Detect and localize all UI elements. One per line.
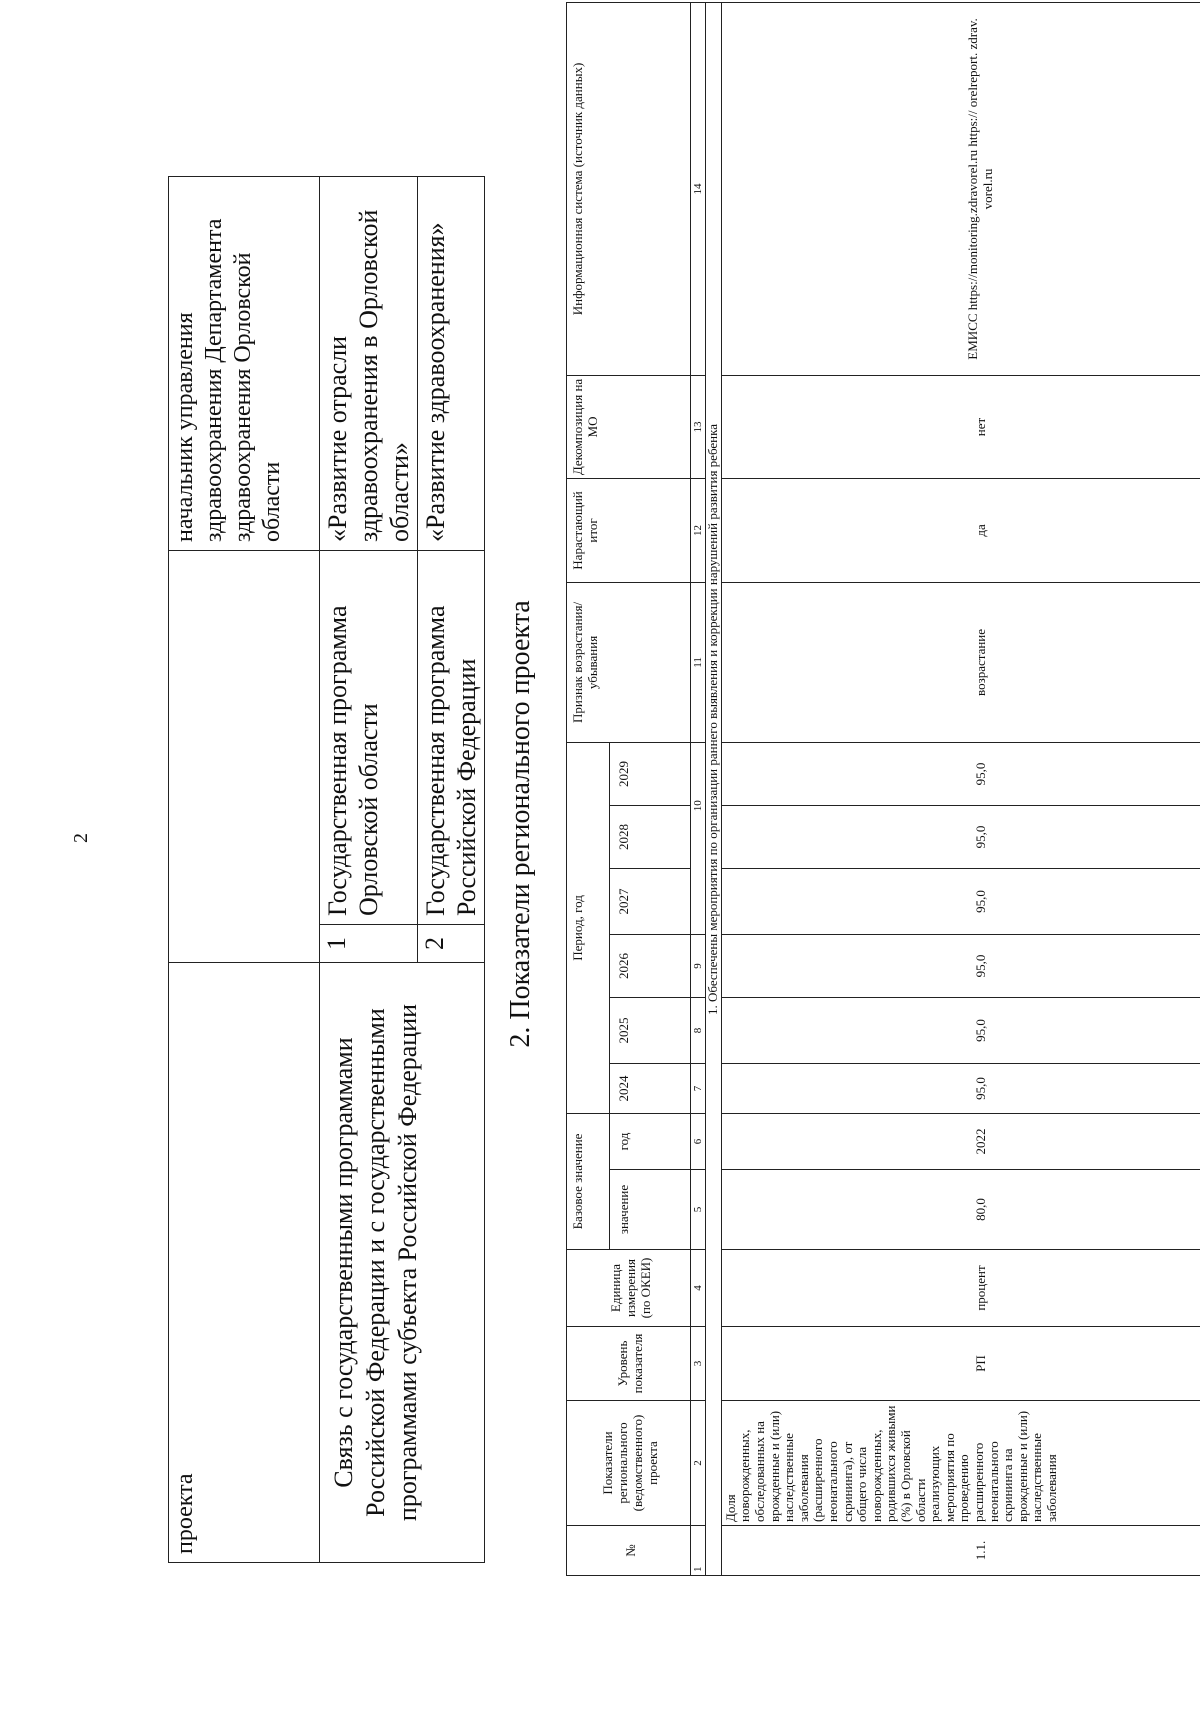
decomposition-value: нет xyxy=(721,375,1200,478)
row-label-project: проекта xyxy=(169,963,320,1563)
column-number: 11 xyxy=(691,582,706,742)
header-num: № xyxy=(567,1526,691,1576)
year-value: 95,0 xyxy=(721,997,1200,1063)
column-number: 12 xyxy=(691,478,706,582)
column-number: 4 xyxy=(691,1250,706,1327)
column-number: 5 xyxy=(691,1170,706,1250)
header-base-year: год xyxy=(609,1113,691,1169)
year-value: 95,0 xyxy=(721,1063,1200,1113)
header-info-system: Информационная система (источник данных) xyxy=(567,2,691,375)
indicators-table xyxy=(566,2,1200,1576)
header-base-value: значение xyxy=(609,1170,691,1250)
program-number: 2 xyxy=(418,925,485,963)
indicator-unit: процент xyxy=(721,1250,1200,1327)
page-number: 2 xyxy=(70,833,92,843)
header-decomposition: Декомпозиция на МО xyxy=(567,375,691,478)
column-number: 2 xyxy=(691,1401,706,1526)
column-number: 8 xyxy=(691,997,706,1063)
indicator-level: РП xyxy=(721,1327,1200,1401)
trend-value: возрастание xyxy=(721,582,1200,742)
header-year: 2025 xyxy=(609,997,691,1063)
column-number-row xyxy=(691,2,706,1575)
column-number: 3 xyxy=(691,1327,706,1401)
header-year: 2028 xyxy=(609,805,691,868)
project-head: начальник управления здравоохранения Департамента здравоохранения Орловской области xyxy=(169,177,320,551)
year-value: 95,0 xyxy=(721,868,1200,934)
project-links-table xyxy=(168,176,485,1563)
column-number: 1 xyxy=(691,1526,706,1576)
table-row xyxy=(721,2,1200,1575)
cumulative-value: да xyxy=(721,478,1200,582)
table-row xyxy=(320,177,418,1563)
column-number: 13 xyxy=(691,375,706,478)
header-year: 2027 xyxy=(609,868,691,934)
year-value: 95,0 xyxy=(721,805,1200,868)
program-link-label: Связь с государственными программами Российской Федерации и с государственными программами субъекта Российской Федерации xyxy=(320,963,485,1563)
indicator-name: Доля новорожденных, обследованных на врожденные и (или) наследственные заболевания (расширенного неонатального скрининга), от общего числа новорожденных, родившихся живыми (%) в Орловской области реализующих мероприятия по проведению расширенного неонатального скрининга на врожденные и (или) наследственные заболевания xyxy=(721,1401,1200,1526)
year-value: 95,0 xyxy=(721,742,1200,805)
column-number: 6 xyxy=(691,1113,706,1169)
program-title: «Развитие здравоохранения» xyxy=(418,177,485,551)
column-number: 14 xyxy=(691,2,706,375)
column-number: 9 xyxy=(691,934,706,997)
column-number: 10 xyxy=(691,742,706,868)
program-title: «Развитие отрасли здравоохранения в Орловской области» xyxy=(320,177,418,551)
header-year: 2029 xyxy=(609,742,691,805)
base-year: 2022 xyxy=(721,1113,1200,1169)
header-period: Период, год xyxy=(567,742,610,1113)
program-name: Государственная программа Российской Федерации xyxy=(418,551,485,925)
info-system-value: ЕМИСС https://monitoring.zdravorel.ru https:// orelreport. zdrav. vorel.ru xyxy=(721,2,1200,375)
header-cumulative: Нарастающий итог xyxy=(567,478,691,582)
year-value: 95,0 xyxy=(721,934,1200,997)
header-year: 2024 xyxy=(609,1063,691,1113)
program-name: Государственная программа Орловской области xyxy=(320,551,418,925)
empty-cell xyxy=(691,868,706,934)
row-num: 1.1. xyxy=(721,1526,1200,1576)
header-year: 2026 xyxy=(609,934,691,997)
program-number: 1 xyxy=(320,925,418,963)
base-value: 80,0 xyxy=(721,1170,1200,1250)
empty-cell xyxy=(169,551,320,963)
section-heading: 1. Обеспечены мероприятия по организации раннего выявления и коррекции нарушений развития ребенка xyxy=(705,2,721,1575)
header-trend: Признак возрастания/убывания xyxy=(567,582,691,742)
header-row xyxy=(567,2,610,1575)
header-unit: Единица измерения (по ОКЕИ) xyxy=(567,1250,691,1327)
header-base: Базовое значение xyxy=(567,1113,610,1249)
column-number: 7 xyxy=(691,1063,706,1113)
table-row xyxy=(169,177,320,1563)
header-indicator-name: Показатели регионального (ведомственного) проекта xyxy=(567,1401,691,1526)
section-row xyxy=(705,2,721,1575)
section-title: 2. Показатели регионального проекта xyxy=(505,600,536,1048)
header-level: Уровень показателя xyxy=(567,1327,691,1401)
